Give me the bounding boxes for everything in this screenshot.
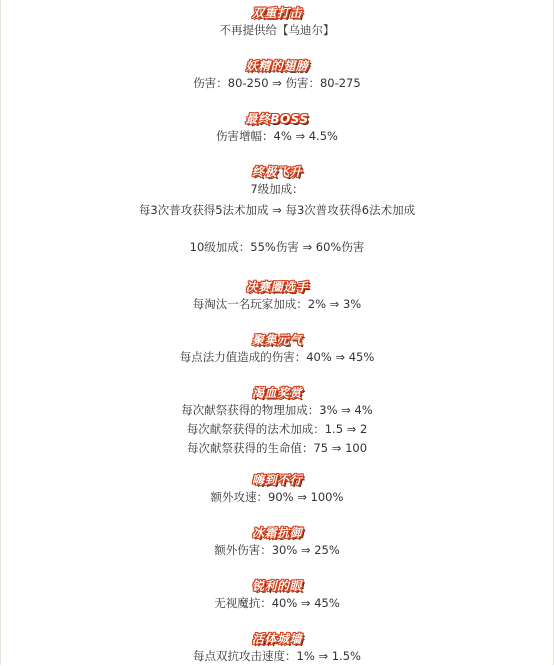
augment-change: 10级加成：55%伤害 ⇒ 60%伤害	[189, 240, 365, 254]
augment-section	[1, 329, 553, 367]
augment-section	[1, 276, 553, 314]
augment-change: 每次献祭获得的生命值：75 ⇒ 100	[186, 441, 368, 455]
augment-title: 锐利的眼	[251, 579, 302, 593]
augment-section	[1, 522, 553, 560]
augment-change: 每次献祭获得的物理加成：3% ⇒ 4%	[181, 403, 373, 417]
augment-section	[1, 575, 553, 613]
augment-change: 伤害：80-250 ⇒ 伤害：80-275	[193, 76, 361, 90]
augment-section	[1, 2, 553, 40]
augment-title: 决赛圈选手	[245, 280, 309, 294]
augment-change: 不再提供给【乌迪尔】	[219, 23, 335, 37]
augment-change: 额外攻速：90% ⇒ 100%	[210, 490, 344, 504]
augment-title: 聚集元气	[251, 333, 302, 347]
augment-change: 伤害增幅：4% ⇒ 4.5%	[216, 129, 338, 143]
augment-change: 每3次普攻获得5法术加成 ⇒ 每3次普攻获得6法术加成	[138, 203, 416, 217]
augment-section	[1, 382, 553, 458]
augment-section	[1, 55, 553, 93]
augment-section	[1, 469, 553, 507]
augment-title: 妖精的翅膀	[245, 59, 309, 73]
augment-title: 冰霜抗御	[251, 526, 302, 540]
augment-section	[1, 161, 553, 257]
augment-title: 嗨到不行	[251, 473, 302, 487]
augment-change: 额外伤害：30% ⇒ 25%	[214, 543, 340, 557]
augment-change: 每点法力值造成的伤害：40% ⇒ 45%	[179, 350, 375, 364]
augment-section	[1, 628, 553, 666]
augment-title: 渴血奖赏	[251, 386, 302, 400]
augment-title: 活体城墙	[251, 632, 302, 646]
augment-change: 7级加成：	[250, 182, 304, 196]
augment-change: 无视魔抗：40% ⇒ 45%	[214, 596, 340, 610]
augment-change: 每点双抗攻击速度：1% ⇒ 1.5%	[193, 649, 361, 663]
augment-change: 每淘汰一名玩家加成：2% ⇒ 3%	[192, 297, 362, 311]
augment-title: 双重打击	[251, 6, 302, 20]
augment-change: 每次献祭获得的法术加成：1.5 ⇒ 2	[186, 422, 368, 436]
augment-title: 最终BOSS	[245, 112, 309, 126]
augment-section	[1, 108, 553, 146]
augment-title: 终极飞升	[251, 165, 302, 179]
